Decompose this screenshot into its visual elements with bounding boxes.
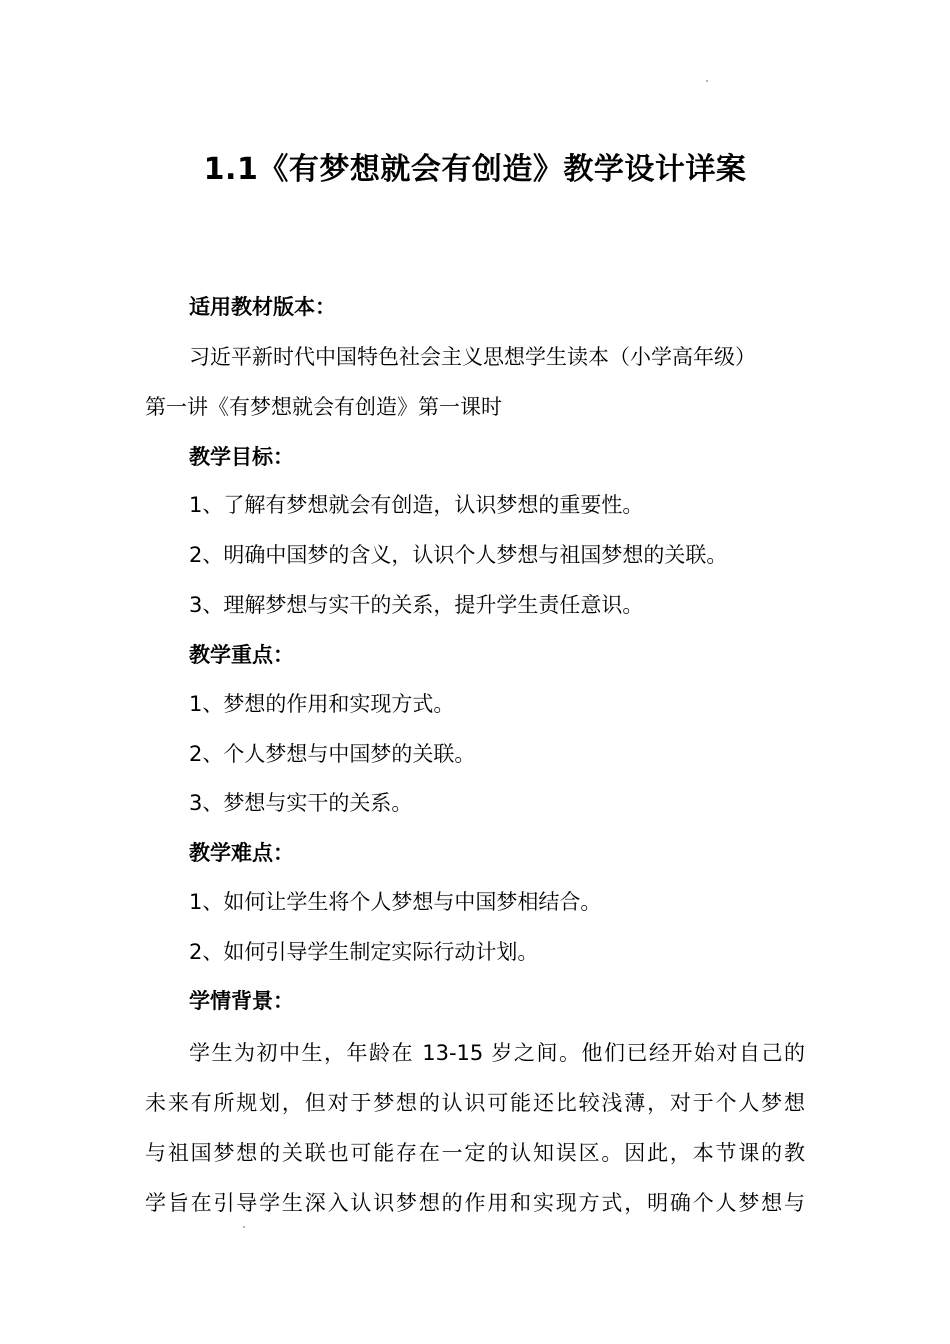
difficulties-item-1: 1、如何让学生将个人梦想与中国梦相结合。: [189, 890, 602, 914]
background-line-3: 与祖国梦想的关联也可能存在一定的认知误区。因此，本节课的教: [145, 1141, 805, 1165]
background-line-4: 学旨在引导学生深入认识梦想的作用和实现方式，明确个人梦想与: [145, 1191, 805, 1215]
key-points-item-2: 2、个人梦想与中国梦的关联。: [189, 742, 476, 766]
key-points-heading: 教学重点：: [189, 643, 294, 667]
page-mark: [243, 1226, 245, 1228]
goals-item-1: 1、了解有梦想就会有创造，认识梦想的重要性。: [189, 493, 644, 517]
goals-item-3: 3、理解梦想与实干的关系，提升学生责任意识。: [189, 593, 644, 617]
background-line-2: 未来有所规划，但对于梦想的认识可能还比较浅薄，对于个人梦想: [145, 1091, 805, 1115]
edition-line-2: 第一讲《有梦想就会有创造》第一课时: [145, 395, 502, 419]
background-line-1: 学生为初中生，年龄在 13-15 岁之间。他们已经开始对自己的: [189, 1041, 805, 1065]
difficulties-heading: 教学难点：: [189, 841, 294, 865]
edition-heading: 适用教材版本：: [189, 295, 336, 319]
goals-heading: 教学目标：: [189, 445, 294, 469]
background-heading: 学情背景：: [189, 989, 294, 1013]
edition-line-1: 习近平新时代中国特色社会主义思想学生读本（小学高年级）: [189, 345, 756, 369]
key-points-item-1: 1、梦想的作用和实现方式。: [189, 692, 455, 716]
page-mark: [706, 80, 708, 82]
difficulties-item-2: 2、如何引导学生制定实际行动计划。: [189, 940, 539, 964]
page-title: 1.1《有梦想就会有创造》教学设计详案: [203, 152, 747, 187]
key-points-item-3: 3、梦想与实干的关系。: [189, 791, 413, 815]
goals-item-2: 2、明确中国梦的含义，认识个人梦想与祖国梦想的关联。: [189, 543, 728, 567]
